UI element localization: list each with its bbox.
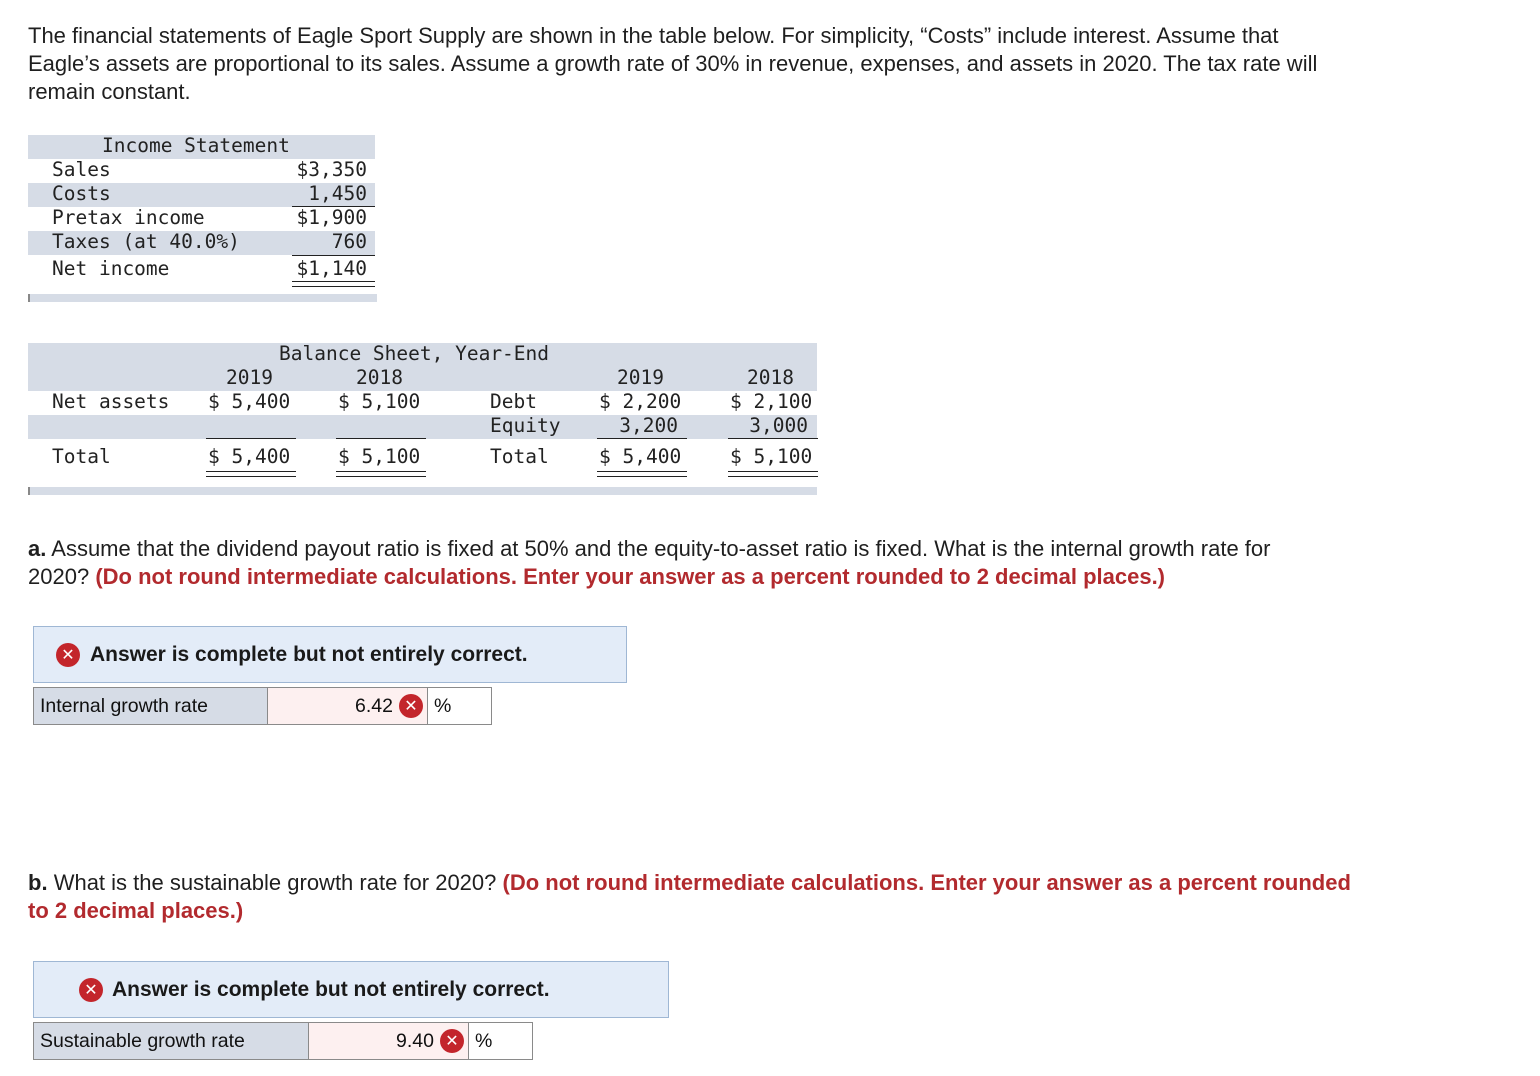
feedback-banner-b bbox=[33, 961, 669, 1018]
subtotal-rule bbox=[728, 438, 818, 439]
table-footer-bar bbox=[28, 487, 817, 495]
equity-2019: 3,200 bbox=[619, 414, 678, 437]
row-value-net-income: $1,140 bbox=[296, 257, 367, 280]
question-b-instruction-2: to 2 decimal places.) bbox=[28, 898, 244, 923]
intro-line-3: remain constant. bbox=[28, 79, 191, 104]
total-double-rule bbox=[292, 281, 375, 287]
question-b-text-1: What is the sustainable growth rate for 2020? bbox=[53, 870, 497, 895]
intro-line-2: Eagle’s assets are proportional to its sales. Assume a growth rate of 30% in revenue, expenses, and assets in 2020. The tax rate will bbox=[28, 51, 1318, 76]
row-value-costs: 1,450 bbox=[308, 182, 367, 205]
incorrect-icon: ✕ bbox=[399, 694, 423, 718]
sustainable-growth-rate-input[interactable] bbox=[309, 1022, 469, 1060]
intro-text bbox=[28, 22, 1317, 106]
total-double-rule bbox=[728, 471, 818, 477]
net-assets-2019: $ 5,400 bbox=[208, 390, 291, 413]
feedback-banner-a bbox=[33, 626, 627, 683]
row-value-pretax: $1,900 bbox=[296, 206, 367, 229]
total-double-rule bbox=[597, 471, 687, 477]
income-statement-title: Income Statement bbox=[102, 134, 290, 157]
row-label-costs: Costs bbox=[52, 182, 111, 205]
question-a-text-1: Assume that the dividend payout ratio is fixed at 50% and the equity-to-asset ratio is fixed. What is the internal growth rate for bbox=[51, 536, 1271, 561]
assets-total-2019: $ 5,400 bbox=[208, 445, 291, 468]
feedback-text-a: Answer is complete but not entirely correct. bbox=[90, 642, 528, 666]
sustainable-growth-rate-value: 9.40 bbox=[396, 1029, 434, 1052]
internal-growth-rate-input[interactable] bbox=[268, 687, 428, 725]
debt-2018: $ 2,100 bbox=[730, 390, 813, 413]
total-double-rule bbox=[336, 471, 426, 477]
internal-growth-rate-value: 6.42 bbox=[355, 694, 393, 717]
question-b-prefix: b. bbox=[28, 870, 48, 895]
answer-row-a bbox=[33, 687, 492, 725]
net-assets-label: Net assets bbox=[52, 390, 170, 413]
year-2018-assets: 2018 bbox=[356, 366, 403, 389]
row-label-net-income: Net income bbox=[52, 257, 170, 280]
question-b bbox=[28, 869, 1351, 925]
incorrect-icon: ✕ bbox=[56, 643, 80, 667]
liabilities-total-2018: $ 5,100 bbox=[730, 445, 813, 468]
net-assets-2018: $ 5,100 bbox=[338, 390, 421, 413]
internal-growth-rate-label: Internal growth rate bbox=[33, 687, 268, 725]
subtotal-rule bbox=[206, 438, 296, 439]
assets-total-label: Total bbox=[52, 445, 111, 468]
liabilities-total-label: Total bbox=[490, 445, 549, 468]
question-a bbox=[28, 535, 1270, 591]
debt-2019: $ 2,200 bbox=[599, 390, 682, 413]
row-label-taxes: Taxes (at 40.0%) bbox=[52, 230, 240, 253]
question-a-prefix: a. bbox=[28, 536, 47, 561]
balance-sheet-title: Balance Sheet, Year-End bbox=[279, 342, 550, 365]
equity-label: Equity bbox=[490, 414, 561, 437]
subtotal-rule bbox=[292, 255, 375, 256]
incorrect-icon: ✕ bbox=[440, 1029, 464, 1053]
year-2019-liabilities: 2019 bbox=[617, 366, 664, 389]
question-a-instruction: (Do not round intermediate calculations. Enter your answer as a percent rounded to 2 decimal places.) bbox=[95, 564, 1166, 589]
intro-line-1: The financial statements of Eagle Sport Supply are shown in the table below. For simplicity, “Costs” include interest. Assume that bbox=[28, 23, 1279, 48]
row-band bbox=[28, 415, 817, 439]
subtotal-rule bbox=[336, 438, 426, 439]
row-label-sales: Sales bbox=[52, 158, 111, 181]
year-2019-assets: 2019 bbox=[226, 366, 273, 389]
question-b-instruction-1: (Do not round intermediate calculations. Enter your answer as a percent rounded bbox=[502, 870, 1351, 895]
year-2018-liabilities: 2018 bbox=[747, 366, 794, 389]
liabilities-total-2019: $ 5,400 bbox=[599, 445, 682, 468]
sustainable-growth-rate-label: Sustainable growth rate bbox=[33, 1022, 309, 1060]
assets-total-2018: $ 5,100 bbox=[338, 445, 421, 468]
subtotal-rule bbox=[597, 438, 687, 439]
equity-2018: 3,000 bbox=[749, 414, 808, 437]
percent-unit: % bbox=[428, 687, 492, 725]
row-value-sales: $3,350 bbox=[296, 158, 367, 181]
feedback-text-b: Answer is complete but not entirely correct. bbox=[112, 977, 550, 1001]
percent-unit: % bbox=[469, 1022, 533, 1060]
answer-row-b bbox=[33, 1022, 533, 1060]
total-double-rule bbox=[206, 471, 296, 477]
row-value-taxes: 760 bbox=[331, 230, 367, 253]
incorrect-icon: ✕ bbox=[79, 978, 103, 1002]
row-label-pretax: Pretax income bbox=[52, 206, 205, 229]
table-footer-bar bbox=[28, 294, 377, 302]
question-a-text-2: 2020? bbox=[28, 564, 90, 589]
debt-label: Debt bbox=[490, 390, 537, 413]
